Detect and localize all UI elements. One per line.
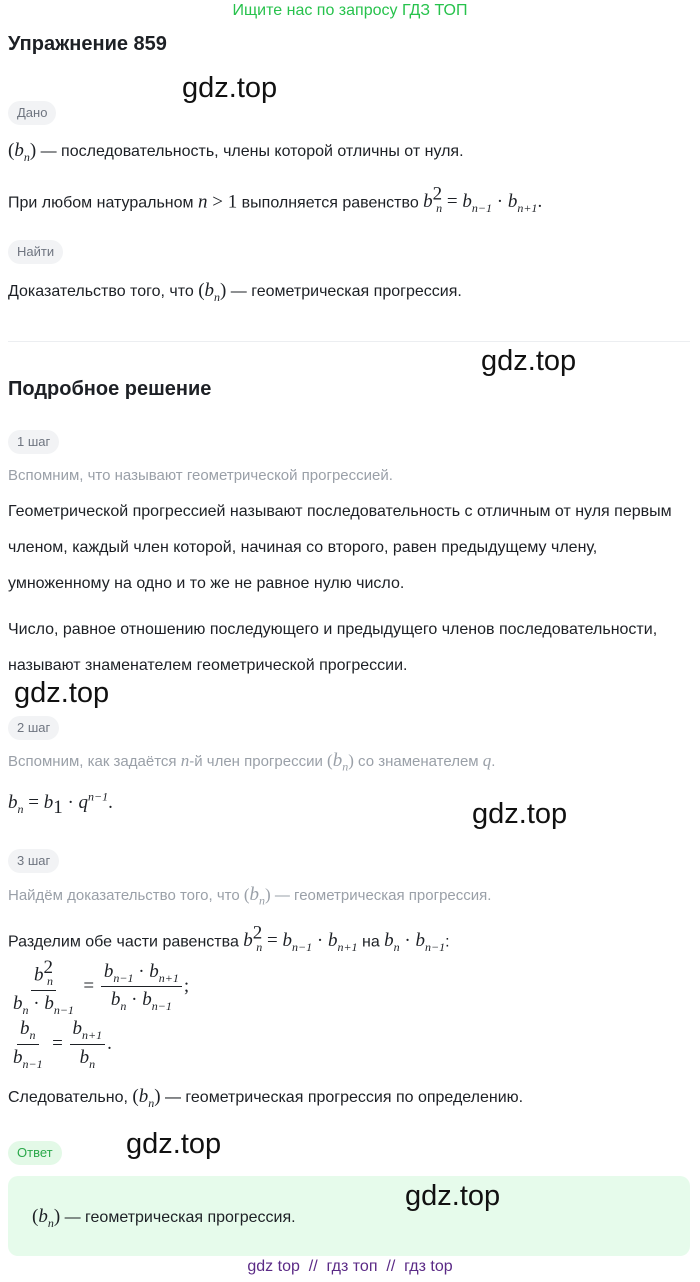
watermark: gdz.top — [14, 677, 110, 709]
answer-badge — [8, 1141, 62, 1165]
step-3-divide-a: Разделим обе части равенства — [8, 933, 244, 951]
math-sequence: $(b_n)$ — [198, 280, 227, 304]
step-1-paragraph-1: Геометрической прогрессией называют последовательность с отличным от нуля первым членом, каждый член которой, начиная со второго, равен предыдущему члену, умноженному на одно и то же не равное нулю число. — [8, 503, 672, 592]
step-3-conclusion-a: Следовательно, — [8, 1089, 133, 1106]
step-2-hint-c: со знаменателем — [353, 753, 483, 770]
math-sequence: $(b_n)$ — [8, 140, 37, 164]
page-title: Упражнение 859 — [8, 33, 167, 55]
watermark: gdz.top — [182, 72, 278, 104]
watermark: gdz.top — [472, 798, 568, 830]
given-line-2 — [8, 185, 542, 218]
given-line-1 — [8, 141, 464, 167]
fraction-equation-1: $\frac{b^2_n}{b_n \cdot b_{n-1}}$ = $\frac{b_{n-1} \cdot b_{n+1}}{b_n \cdot b_{n-1}}$ ; — [13, 957, 190, 1017]
step-3-conclusion-b: — геометрическая прогрессия по определению. — [160, 1089, 524, 1106]
given-label: Дано — [8, 101, 56, 125]
given-badge — [8, 101, 56, 125]
step-3-label: 3 шаг — [8, 849, 59, 873]
step-2-formula — [8, 787, 113, 819]
step-1-paragraph-2: Число, равное отношению последующего и предыдущего членов последовательности, называют знаменателем геометрической прогрессии. — [8, 621, 658, 674]
math-equality: $b^2_n = b_{n-1} \cdot b_{n+1}$. — [423, 184, 543, 216]
find-line — [8, 281, 462, 307]
given-line-2-a: При любом натуральном — [8, 194, 198, 212]
watermark: gdz.top — [126, 1128, 222, 1160]
answer-text-line: $(b_n)$ — геометрическая прогрессия. — [32, 1206, 296, 1230]
step-3-divide-b: на — [357, 933, 385, 951]
answer-label: Ответ — [8, 1141, 62, 1165]
divider — [8, 341, 690, 342]
step-3-conclusion: Следовательно, $(b_n)$ — геометрическая прогрессия по определению. — [8, 1086, 524, 1110]
step-1-label: 1 шаг — [8, 430, 59, 454]
watermark: gdz.top — [405, 1180, 501, 1212]
answer-text: — геометрическая прогрессия. — [60, 1209, 296, 1226]
step-1-hint: Вспомним, что называют геометрической прогрессией. — [8, 467, 393, 484]
step-2-badge — [8, 716, 59, 740]
step-3-divide-line: Разделим обе части равенства $b^2_n = b_{n-1} \cdot b_{n+1}$ на $b_n \cdot b_{n-1}$: — [8, 923, 450, 955]
step-2-hint-b: -й член прогрессии — [189, 753, 328, 770]
watermark: gdz.top — [481, 345, 577, 377]
step-3-hint-a: Найдём доказательство того, что — [8, 887, 244, 904]
find-line-b: — геометрическая прогрессия. — [226, 283, 462, 300]
top-search-link[interactable]: Ищите нас по запросу ГДЗ ТОП — [232, 2, 468, 19]
step-2-hint-a: Вспомним, как задаётся — [8, 753, 181, 770]
math-nth-term: $b_n = b_1 \cdot q^{n-1}$. — [8, 790, 113, 819]
fraction-equation-2: $\frac{b_n}{b_{n-1}}$ = $\frac{b_{n+1}}{b_n}$ . — [13, 1018, 112, 1071]
step-2-label: 2 шаг — [8, 716, 59, 740]
step-3-hint: Найдём доказательство того, что $(b_n)$ — геометрическая прогрессия. — [8, 884, 492, 908]
math-condition: n > 1 — [197, 191, 238, 213]
step-3-hint-b: — геометрическая прогрессия. — [270, 887, 492, 904]
step-3-badge — [8, 849, 59, 873]
step-1-badge — [8, 430, 59, 454]
find-line-a: Доказательство того, что — [8, 283, 199, 300]
step-2-hint: Вспомним, как задаётся n-й член прогрессии $(b_n)$ со знаменателем q. — [8, 750, 496, 774]
footer-links[interactable]: gdz top // гдз топ // гдз top — [247, 1258, 453, 1275]
find-label: Найти — [8, 240, 63, 264]
given-line-1-text: — последовательность, члены которой отличны от нуля. — [36, 143, 464, 160]
solution-title: Подробное решение — [8, 378, 212, 400]
find-badge — [8, 240, 63, 264]
given-line-2-b: выполняется равенство — [237, 194, 424, 212]
